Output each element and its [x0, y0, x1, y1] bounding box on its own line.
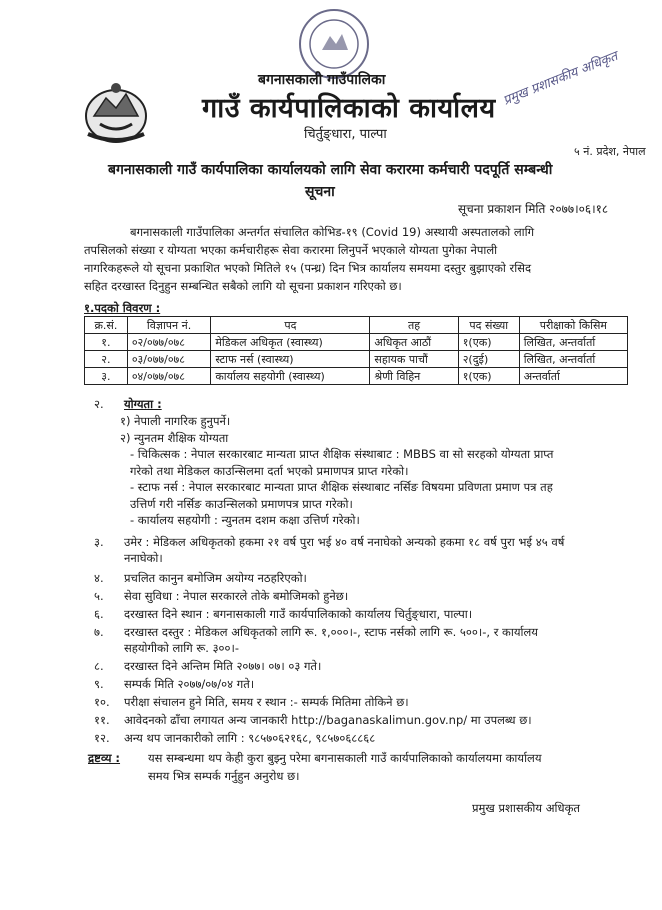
notice-title: बगनासकाली गाउँ कार्यपालिका कार्यालयको लागि सेवा करारमा कर्मचारी पदपूर्ति सम्बन्धी: [108, 162, 553, 178]
cell: लिखित, अन्तर्वार्ता: [519, 351, 627, 368]
cell: सहायक पाचौं: [370, 351, 458, 368]
point-num: ११.: [94, 713, 110, 727]
point-text: उमेर : मेडिकल अधिकृतको हकमा २१ वर्ष पुरा भई ४० वर्ष ननाघेको अन्यको हकमा १८ वर्ष पुरा भई ४५ वर्ष: [124, 535, 565, 549]
qualification-detail: - कार्यालय सहयोगी : न्युनतम दशम कक्षा उत्तिर्ण गरेको।: [130, 513, 360, 527]
cell: १.: [85, 334, 128, 351]
qualification-detail: - स्टाफ नर्स : नेपाल सरकारबाट मान्यता प्राप्त शैक्षिक संस्थाबाट नर्सिङ विषयमा प्रविणता प्रमाण पत्र तह: [130, 480, 553, 494]
point-num: ५.: [94, 589, 104, 603]
table-row: [85, 351, 628, 368]
qualification-detail: गरेको तथा मेडिकल काउन्सिलमा दर्ता भएको प्रमाणपत्र प्राप्त गरेको।: [130, 464, 409, 478]
col-post: पद: [211, 317, 370, 334]
point-num: ९.: [94, 677, 104, 691]
cell: ०२/०७७/०७८: [127, 334, 211, 351]
intro-line-3: नागरिकहरूले यो सूचना प्रकाशित भएको मितिले १५ (पन्ध्र) दिन भित्र कार्यालय समयमा दस्तुर बुझाएको रसिद: [84, 261, 532, 275]
note-text: यस सम्बन्धमा थप केही कुरा बुझ्नु परेमा बगनासकाली गाउँ कार्यपालिकाको कार्यालयमा कार्यालय: [148, 751, 542, 765]
point-num: ६.: [94, 607, 104, 621]
point-text: सेवा सुविधा : नेपाल सरकारले तोके बमोजिमको हुनेछ।: [124, 589, 349, 603]
table-row: [85, 334, 628, 351]
point-text: दरखास्त दस्तुर : मेडिकल अधिकृतको लागि रू. १,०००।-, स्टाफ नर्सको लागि रू. ५००।-, र कार्यालय: [124, 625, 538, 639]
cell: २.: [85, 351, 128, 368]
point-text: दरखास्त दिने अन्तिम मिति २०७७। ०७। ०३ गते।: [124, 659, 322, 673]
point-text: सहयोगीको लागि रू. ३००।-: [124, 641, 240, 655]
cell: १(एक): [458, 368, 519, 385]
cell: स्टाफ नर्स (स्वास्थ्य): [211, 351, 370, 368]
point-text: अन्य थप जानकारीको लागि : ९८५७०६२१६८, ९८५७०६८८६८: [124, 731, 376, 745]
cell: कार्यालय सहयोगी (स्वास्थ्य): [211, 368, 370, 385]
intro-line-2: तपसिलको संख्या र योग्यता भएका कर्मचारीहरू सेवा करारमा लिनुपर्ने भएकाले योग्यता पुगेका नेपाली: [84, 243, 498, 257]
qualification-detail: उत्तिर्ण गरी नर्सिङ काउन्सिलको प्रमाणपत्र प्राप्त गरेको।: [130, 497, 353, 511]
point-text: आवेदनको ढाँचा लगायत अन्य जानकारी http://baganaskalimun.gov.np/ मा उपलब्ध छ।: [124, 713, 532, 727]
point-text: सम्पर्क मिति २०७७/०७/०४ गते।: [124, 677, 255, 691]
point-text: ननाघेको।: [124, 551, 163, 565]
col-ad-no: विज्ञापन नं.: [127, 317, 211, 334]
posts-heading: १.पदको विवरण :: [84, 301, 161, 315]
note-label: द्रष्टव्य :: [88, 751, 121, 765]
point-num: ४.: [94, 571, 104, 585]
cell: लिखित, अन्तर्वार्ता: [519, 334, 627, 351]
intro-line-4: सहित दरखास्त दिनुहुन सम्बन्धित सबैको लागि यो सूचना प्रकाशन गरिएको छ।: [84, 279, 402, 293]
point-num: १२.: [94, 731, 110, 745]
col-serial: क्र.सं.: [85, 317, 128, 334]
cell: ०४/०७७/०७८: [127, 368, 211, 385]
note-text: समय भित्र सम्पर्क गर्नुहुन अनुरोध छ।: [148, 769, 300, 783]
qualification-detail: - चिकित्सक : नेपाल सरकारबाट मान्यता प्राप्त शैक्षिक संस्थाबाट : MBBS वा सो सरहको योग्यता प्राप्त: [130, 447, 554, 461]
publish-date: सूचना प्रकाशन मिति २०७७।०६।१८: [458, 202, 609, 216]
col-level: तह: [370, 317, 458, 334]
point-num: १०.: [94, 695, 110, 709]
point-text: प्रचलित कानुन बमोजिम अयोग्य नठहरिएको।: [124, 571, 307, 585]
point-text: दरखास्त दिने स्थान : बगनासकाली गाउँ कार्यपालिकाको कार्यालय चिर्तुङ्धारा, पाल्पा।: [124, 607, 473, 621]
cell: मेडिकल अधिकृत (स्वास्थ्य): [211, 334, 370, 351]
cell: २(दुई): [458, 351, 519, 368]
municipality-name: बगनासकाली गाउँपालिका: [258, 72, 386, 88]
point-num: ७.: [94, 625, 104, 639]
qualification-item: १) नेपाली नागरिक हुनुपर्ने।: [120, 414, 231, 428]
col-exam: परीक्षाको किसिम: [519, 317, 627, 334]
table-header-row: [85, 317, 628, 334]
point-num: ३.: [94, 535, 104, 549]
cell: अन्तर्वार्ता: [519, 368, 627, 385]
province-text: ५ नं. प्रदेश, नेपाल: [574, 145, 646, 158]
cell: ३.: [85, 368, 128, 385]
office-name: गाउँ कार्यपालिकाको कार्यालय: [202, 93, 496, 124]
qualification-num: २.: [94, 397, 104, 411]
qualification-item: २) न्युनतम शैक्षिक योग्यता: [120, 431, 229, 445]
cell: अधिकृत आठौं: [370, 334, 458, 351]
point-text: परीक्षा संचालन हुने मिति, समय र स्थान :- सम्पर्क मितिमा तोकिने छ।: [124, 695, 409, 709]
officer-stamp: प्रमुख प्रशासकीय अधिकृत: [501, 49, 620, 109]
cell: १(एक): [458, 334, 519, 351]
point-num: ८.: [94, 659, 104, 673]
posts-table: [84, 316, 628, 385]
nepal-emblem-icon: [82, 80, 150, 146]
signature-title: प्रमुख प्रशासकीय अधिकृत: [472, 801, 580, 815]
qualification-heading: योग्यता :: [124, 397, 162, 411]
intro-line-1: बगनासकाली गाउँपालिका अन्तर्गत संचालित कोभिड-१९ (Covid 19) अस्थायी अस्पतालको लागि: [130, 225, 535, 239]
cell: ०३/०७७/०७८: [127, 351, 211, 368]
notice-heading: सूचना: [305, 184, 335, 200]
col-count: पद संख्या: [458, 317, 519, 334]
office-location: चिर्तुङ्धारा, पाल्पा: [304, 127, 387, 142]
table-row: [85, 368, 628, 385]
cell: श्रेणी विहिन: [370, 368, 458, 385]
